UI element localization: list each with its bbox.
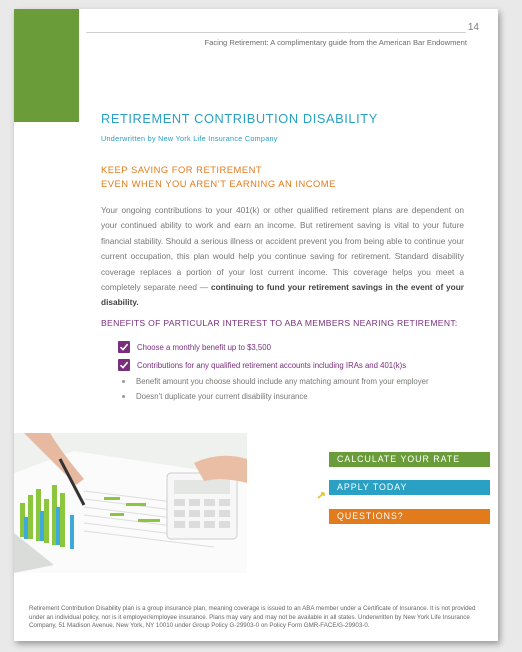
checkbox-checked-icon bbox=[118, 359, 130, 371]
list-item bbox=[118, 374, 429, 389]
page-title: RETIREMENT CONTRIBUTION DISABILITY bbox=[101, 111, 378, 126]
questions-button[interactable]: QUESTIONS? bbox=[329, 509, 490, 524]
document-page bbox=[14, 9, 498, 641]
body-paragraph bbox=[101, 203, 464, 311]
headline-line-1: KEEP SAVING FOR RETIREMENT bbox=[101, 164, 263, 175]
bullet-icon bbox=[122, 380, 125, 383]
list-item bbox=[118, 338, 429, 356]
benefit-text: Choose a monthly benefit up to $3,500 bbox=[137, 342, 271, 352]
benefit-text: Benefit amount you choose should include any matching amount from your employer bbox=[136, 377, 429, 386]
calculator-chart-photo bbox=[14, 433, 247, 573]
page-number: 14 bbox=[467, 22, 479, 33]
benefit-text: Doesn’t duplicate your current disability insurance bbox=[136, 392, 308, 401]
body-bold-text: continuing to fund your retirement savings in the event of your disability. bbox=[101, 282, 464, 308]
footer-disclaimer: Retirement Contribution Disability plan is a group insurance plan, meaning coverage is issued to an ABA member under a Certificate of Insurance. It is not provided under an individual policy, nor is it employer/employee insurance. Plans may vary and may not be available in all states. Underwritten by New York Life Insurance Company, 51 Madison Avenue, New York, NY 10010 under Group Policy G-29903-0 on Policy Form GMR-FACE/G-29903-0. bbox=[29, 605, 476, 630]
body-text: Your ongoing contributions to your 401(k) or other qualified retirement plans are dependent on your continued ability to work and earn an income. But retirement saving is vital to your future financial stability. Should a serious illness or accident prevent you from being able to continue your current occupation, this plan would help you continue saving for retirement. Standard disability coverage replaces a portion of your lost current income. This coverage helps you meet a completely separate need — bbox=[101, 205, 464, 293]
header-text: Facing Retirement: A complimentary guide from the American Bar Endowment bbox=[204, 38, 467, 47]
headline bbox=[101, 163, 336, 191]
benefits-list bbox=[118, 338, 429, 404]
header-rule bbox=[86, 32, 466, 33]
arrow-pointer-icon bbox=[317, 490, 327, 500]
page-subtitle: Underwritten by New York Life Insurance Company bbox=[101, 134, 278, 143]
benefit-text: Contributions for any qualified retirement accounts including IRAs and 401(k)s bbox=[137, 360, 407, 370]
headline-line-2: EVEN WHEN YOU AREN’T EARNING AN INCOME bbox=[101, 178, 336, 189]
apply-today-button[interactable]: APPLY TODAY bbox=[329, 480, 490, 495]
calculate-rate-button[interactable]: CALCULATE YOUR RATE bbox=[329, 452, 490, 467]
green-accent-block bbox=[14, 9, 79, 122]
list-item bbox=[118, 389, 429, 404]
benefits-heading: BENEFITS OF PARTICULAR INTEREST TO ABA MEMBERS NEARING RETIREMENT: bbox=[101, 318, 458, 328]
list-item bbox=[118, 356, 429, 374]
checkbox-checked-icon bbox=[118, 341, 130, 353]
bullet-icon bbox=[122, 395, 125, 398]
